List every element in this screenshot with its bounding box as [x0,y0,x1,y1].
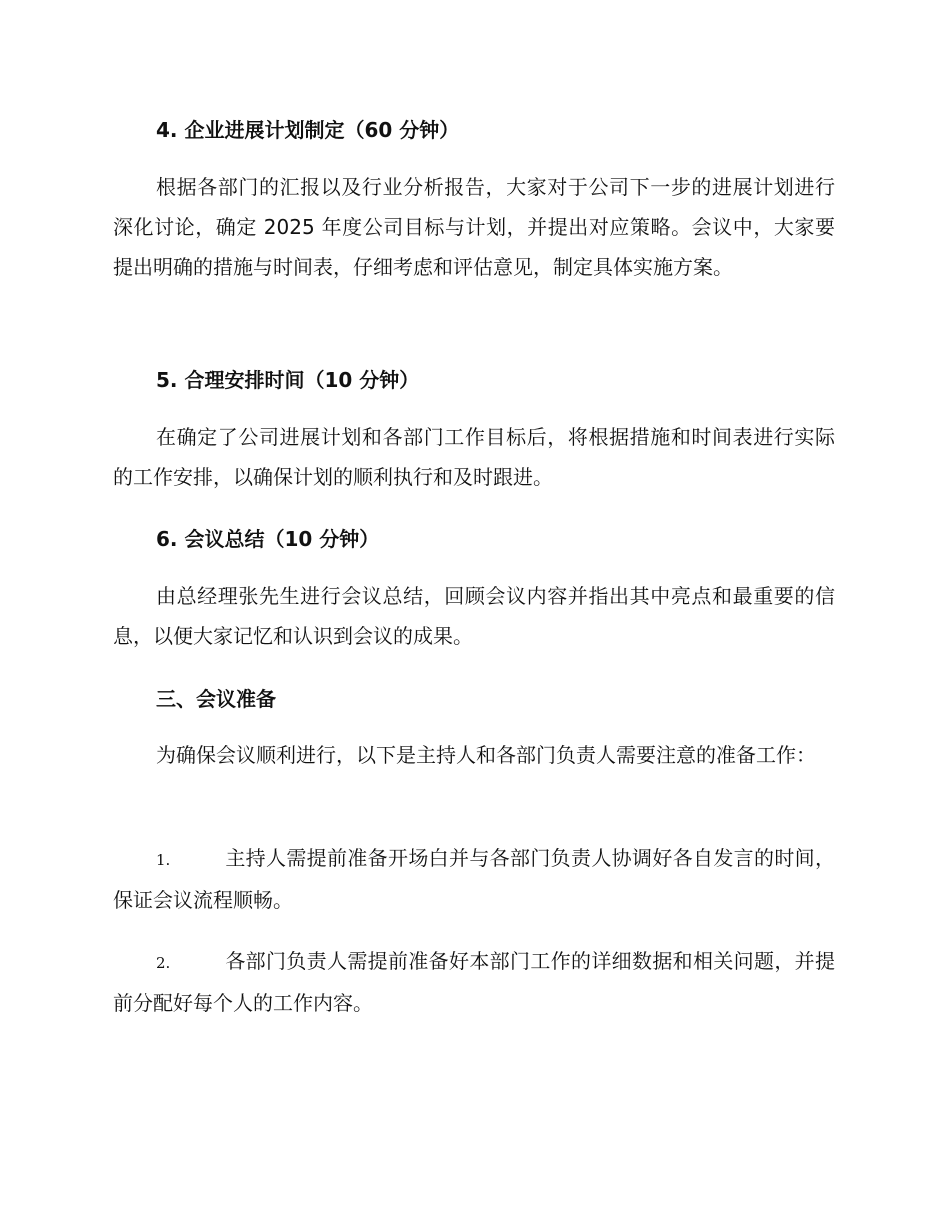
list-item-number: 2. [156,954,171,972]
section-4-heading: 4. 企业进展计划制定（60 分钟） [156,118,460,142]
list-item-number: 1. [156,851,171,869]
section-5-heading: 5. 合理安排时间（10 分钟） [156,368,420,392]
section-6-body: 由总经理张先生进行会议总结，回顾会议内容并指出其中亮点和最重要的信息，以便大家记忆和认识到会议的成果。 [113,584,835,648]
section-6-heading: 6. 会议总结（10 分钟） [156,527,380,551]
list-item [113,838,835,920]
section-preparation-intro: 为确保会议顺利进行，以下是主持人和各部门负责人需要注意的准备工作： [156,743,816,767]
list-item-text: 各部门负责人需提前准备好本部门工作的详细数据和相关问题，并提前分配好每个人的工作内容。 [113,949,835,1015]
list-item [113,941,835,1023]
list-item-text: 主持人需提前准备开场白并与各部门负责人协调好各自发言的时间，保证会议流程顺畅。 [113,846,835,912]
section-preparation-heading: 三、会议准备 [156,687,276,711]
section-4-body: 根据各部门的汇报以及行业分析报告，大家对于公司下一步的进展计划进行深化讨论，确定 2025 年度公司目标与计划，并提出对应策略。会议中，大家要提出明确的措施与时间表，仔细考虑和评估意见，制定具体实施方案。 [113,175,835,279]
section-5-body: 在确定了公司进展计划和各部门工作目标后，将根据措施和时间表进行实际的工作安排，以确保计划的顺利执行和及时跟进。 [113,425,835,489]
